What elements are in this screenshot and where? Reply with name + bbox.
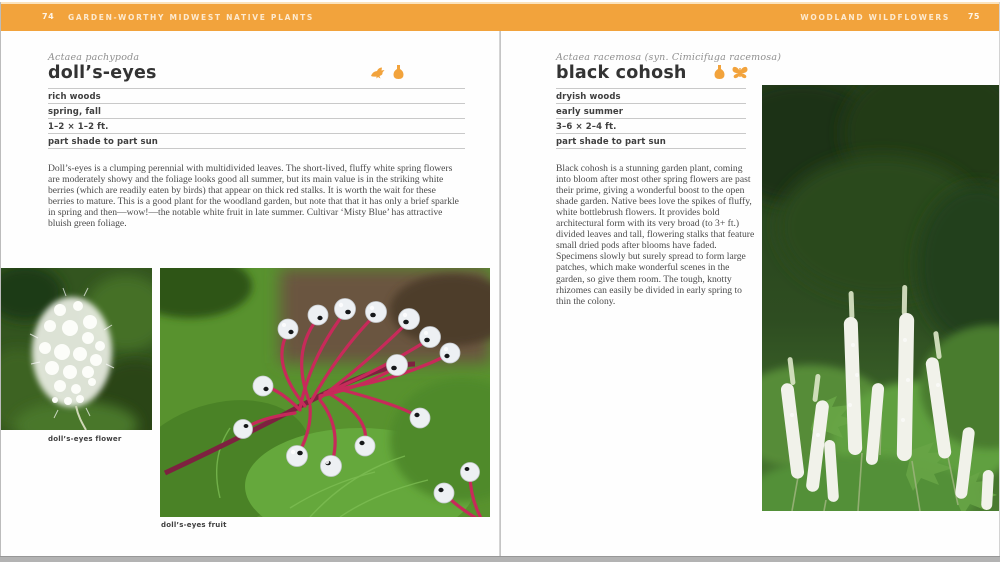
band-top-edge [0, 2, 1000, 4]
left-running-head: GARDEN-WORTHY MIDWEST NATIVE PLANTS [68, 13, 314, 22]
left-page-number: 74 [42, 12, 55, 21]
right-spec-size: 3–6 × 2–4 ft. [556, 119, 746, 134]
left-spec-size: 1–2 × 1–2 ft. [48, 119, 465, 134]
vase-icon [713, 64, 726, 80]
right-species-name: Actaea racemosa (syn. Cimicifuga racemosa) [556, 52, 782, 63]
right-description: Black cohosh is a stunning garden plant, coming into bloom after most other spring flowers are past their prime, giving a wonderful boost to the open shade garden. Native bees love the spikes of fluffy, white bottlebrush flowers. It provides bold architectural form with its very broad (to 3+ ft.) divided leaves and tall, flowering stalks that feature small dried pods after blooms have faded. Specimens slowly but surely spread to form large patches, which make wonderful scenes in the garden, so give them room. The tough, knotty rhizomes can easily be divided in early spring to thin the colony. [556, 162, 755, 307]
page-gutter [499, 31, 501, 556]
bird-icon [370, 64, 387, 80]
left-common-name-title: doll’s-eyes [48, 63, 157, 83]
photo-black-cohosh [762, 85, 1000, 511]
photo-dolls-eyes-flower [0, 268, 152, 430]
photo-dolls-eyes-fruit [160, 268, 490, 517]
left-description: Doll’s-eyes is a clumping perennial with multidivided leaves. The short-lived, fluffy white spring flowers are moderately showy and the foliage looks good all summer, but its main value is in the striking white berries (which are readily eaten by birds) that appear on thick red stalks. It is worth the wait for these berries to mature. This is a good plant for the woodland garden, but note that that it has only a brief sparkle in spring and then—wow!—the notable white fruit in late summer. Cultivar ‘Misty Blue’ has attractive bluish green foliage. [48, 162, 459, 230]
left-spec-table [48, 88, 465, 149]
page-edge-bottom [0, 556, 1000, 562]
left-photo-caption-fruit: doll’s-eyes fruit [161, 521, 227, 529]
left-spec-habitat: rich woods [48, 89, 465, 104]
right-running-head: WOODLAND WILDFLOWERS [800, 13, 950, 22]
right-spec-table [556, 88, 746, 149]
right-spec-season: early summer [556, 104, 746, 119]
page-edge-left [0, 2, 1, 556]
right-spec-habitat: dryish woods [556, 89, 746, 104]
left-spec-light: part shade to part sun [48, 134, 465, 149]
left-attribute-icons [370, 64, 405, 80]
right-page-number: 75 [967, 12, 980, 21]
running-head-band [0, 2, 1000, 31]
vase-icon [392, 64, 405, 80]
butterfly-icon [731, 64, 749, 80]
right-common-name-title: black cohosh [556, 63, 687, 83]
right-attribute-icons [713, 64, 749, 80]
left-species-name: Actaea pachypoda [48, 52, 140, 63]
right-spec-light: part shade to part sun [556, 134, 746, 149]
left-spec-season: spring, fall [48, 104, 465, 119]
left-photo-caption-flower: doll’s-eyes flower [48, 435, 122, 443]
